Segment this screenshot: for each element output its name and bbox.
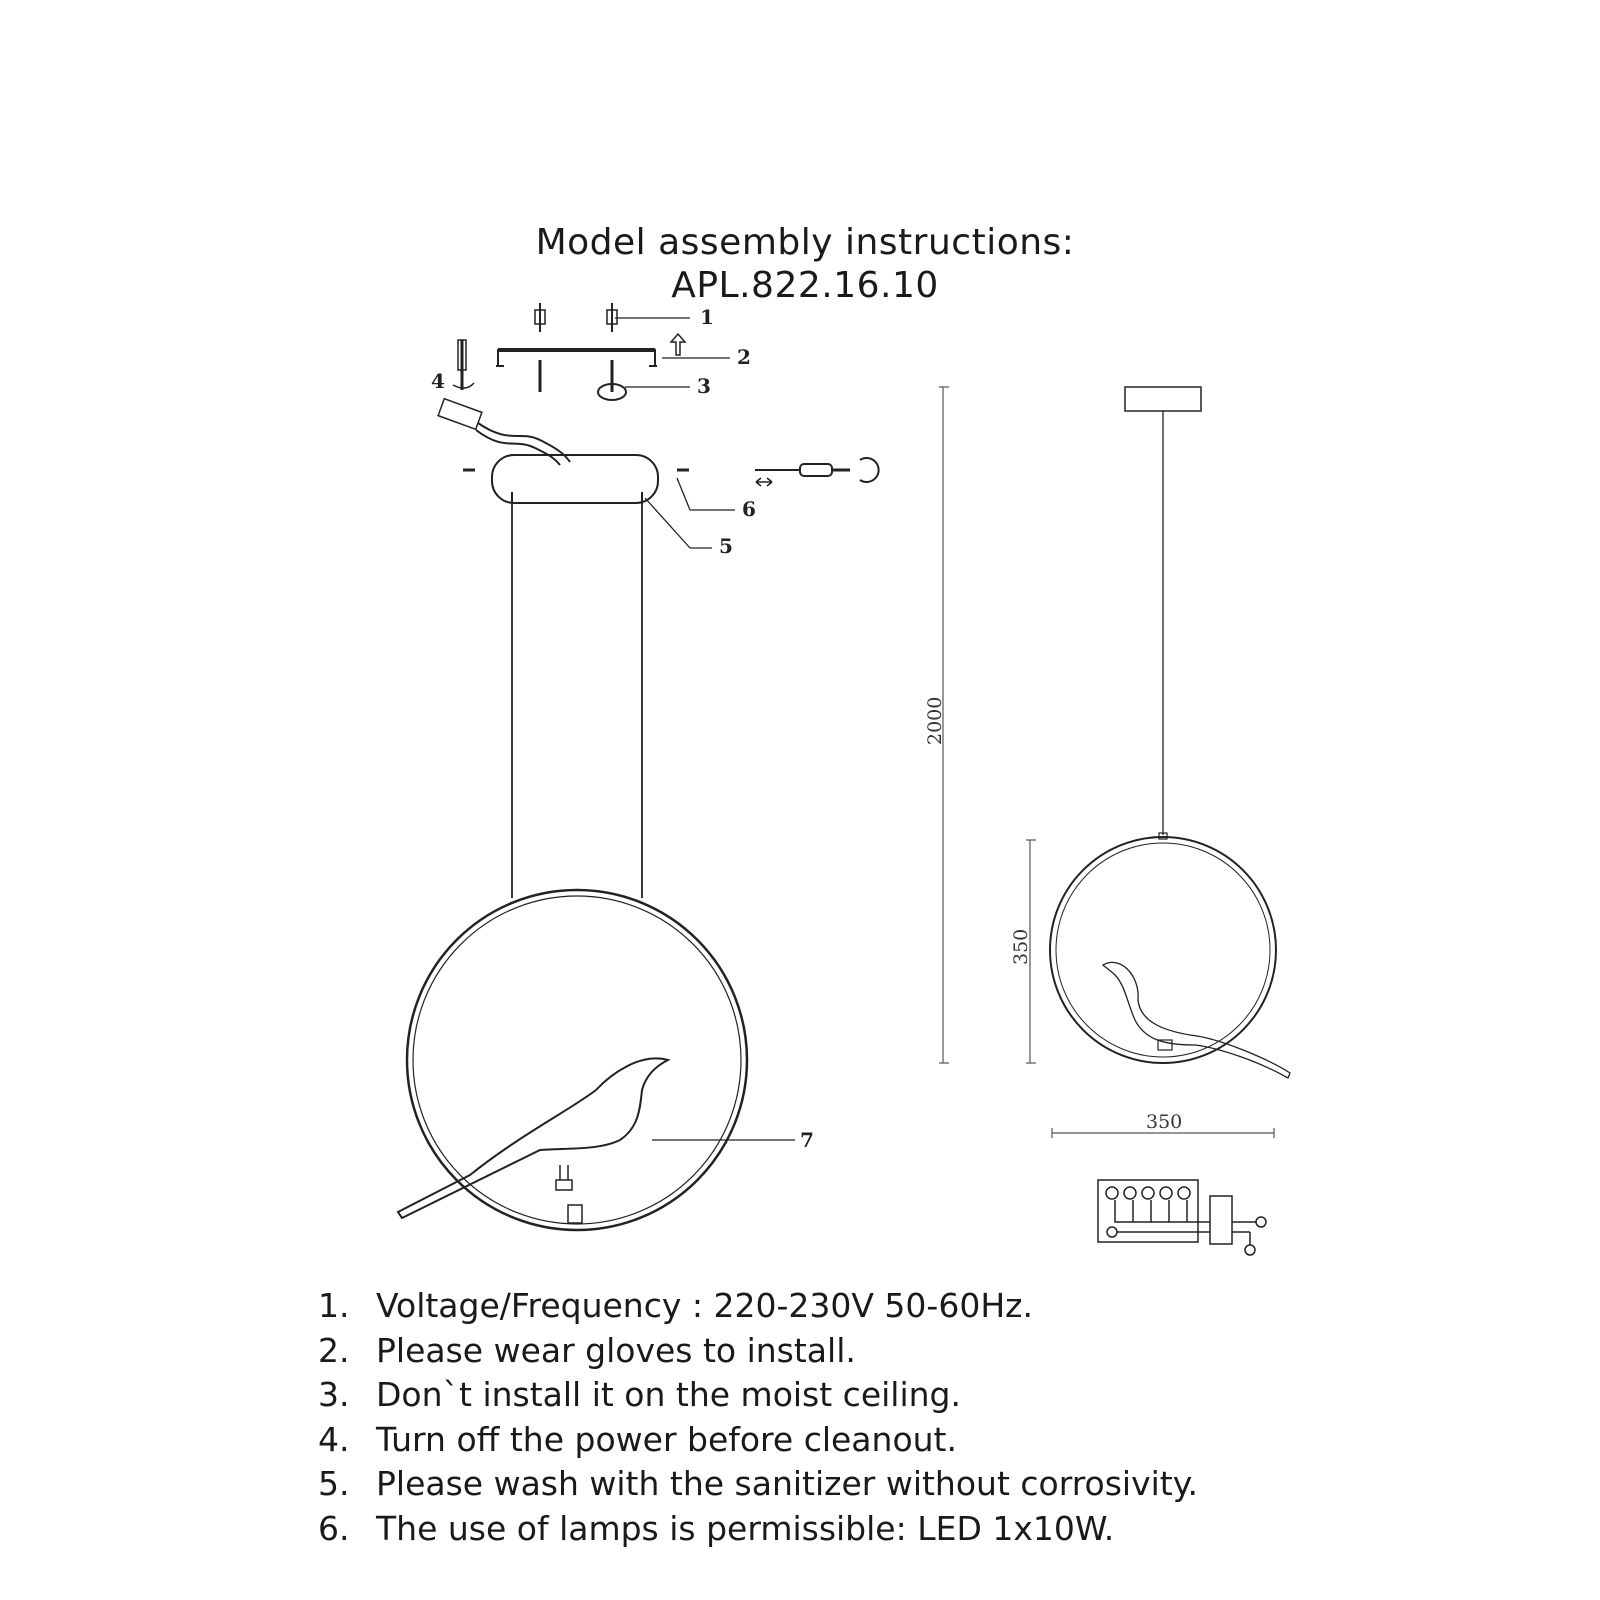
up-arrow-icon — [671, 334, 685, 355]
instruction-item: 1. Voltage/Frequency : 220-230V 50-60Hz. — [318, 1286, 1033, 1325]
wiring-diagram — [1098, 1180, 1266, 1255]
callout-2: 2 — [737, 345, 751, 369]
dimension-ring-height: 350 — [1010, 928, 1032, 965]
screwdriver-icon — [453, 340, 474, 390]
suspension-cable — [512, 503, 642, 898]
bird-figure — [398, 1058, 668, 1223]
model-number: APL.822.16.10 — [671, 265, 939, 306]
wall-plug-icon — [535, 303, 617, 332]
callout-4: 4 — [431, 369, 445, 393]
instructions-list — [318, 1284, 1198, 1551]
callout-5: 5 — [719, 534, 733, 558]
callout-1: 1 — [700, 305, 714, 329]
canopy — [492, 455, 658, 503]
lamp-ring — [407, 890, 747, 1230]
dimension-lines — [939, 387, 1274, 1138]
instruction-item: 4. Turn off the power before cleanout. — [318, 1419, 957, 1459]
callout-7: 7 — [800, 1128, 814, 1152]
diagram-title: Model assembly instructions: — [535, 222, 1075, 263]
instruction-item: 5. Please wash with the sanitizer without corrosivity. — [318, 1464, 1199, 1503]
instruction-item: 2. Please wear gloves to install. — [318, 1330, 856, 1370]
instruction-item: 3. Don`t install it on the moist ceiling. — [318, 1375, 961, 1414]
callout-3: 3 — [697, 374, 711, 398]
elevation-view — [1050, 387, 1290, 1078]
mounting-bracket — [496, 350, 657, 366]
dimension-total-height: 2000 — [924, 696, 946, 745]
dimension-ring-width: 350 — [1146, 1111, 1183, 1133]
instruction-item: 6. The use of lamps is permissible: LED 1x10W. — [318, 1508, 1115, 1548]
callout-6: 6 — [742, 497, 756, 521]
screwdriver-horizontal-icon — [755, 458, 879, 486]
